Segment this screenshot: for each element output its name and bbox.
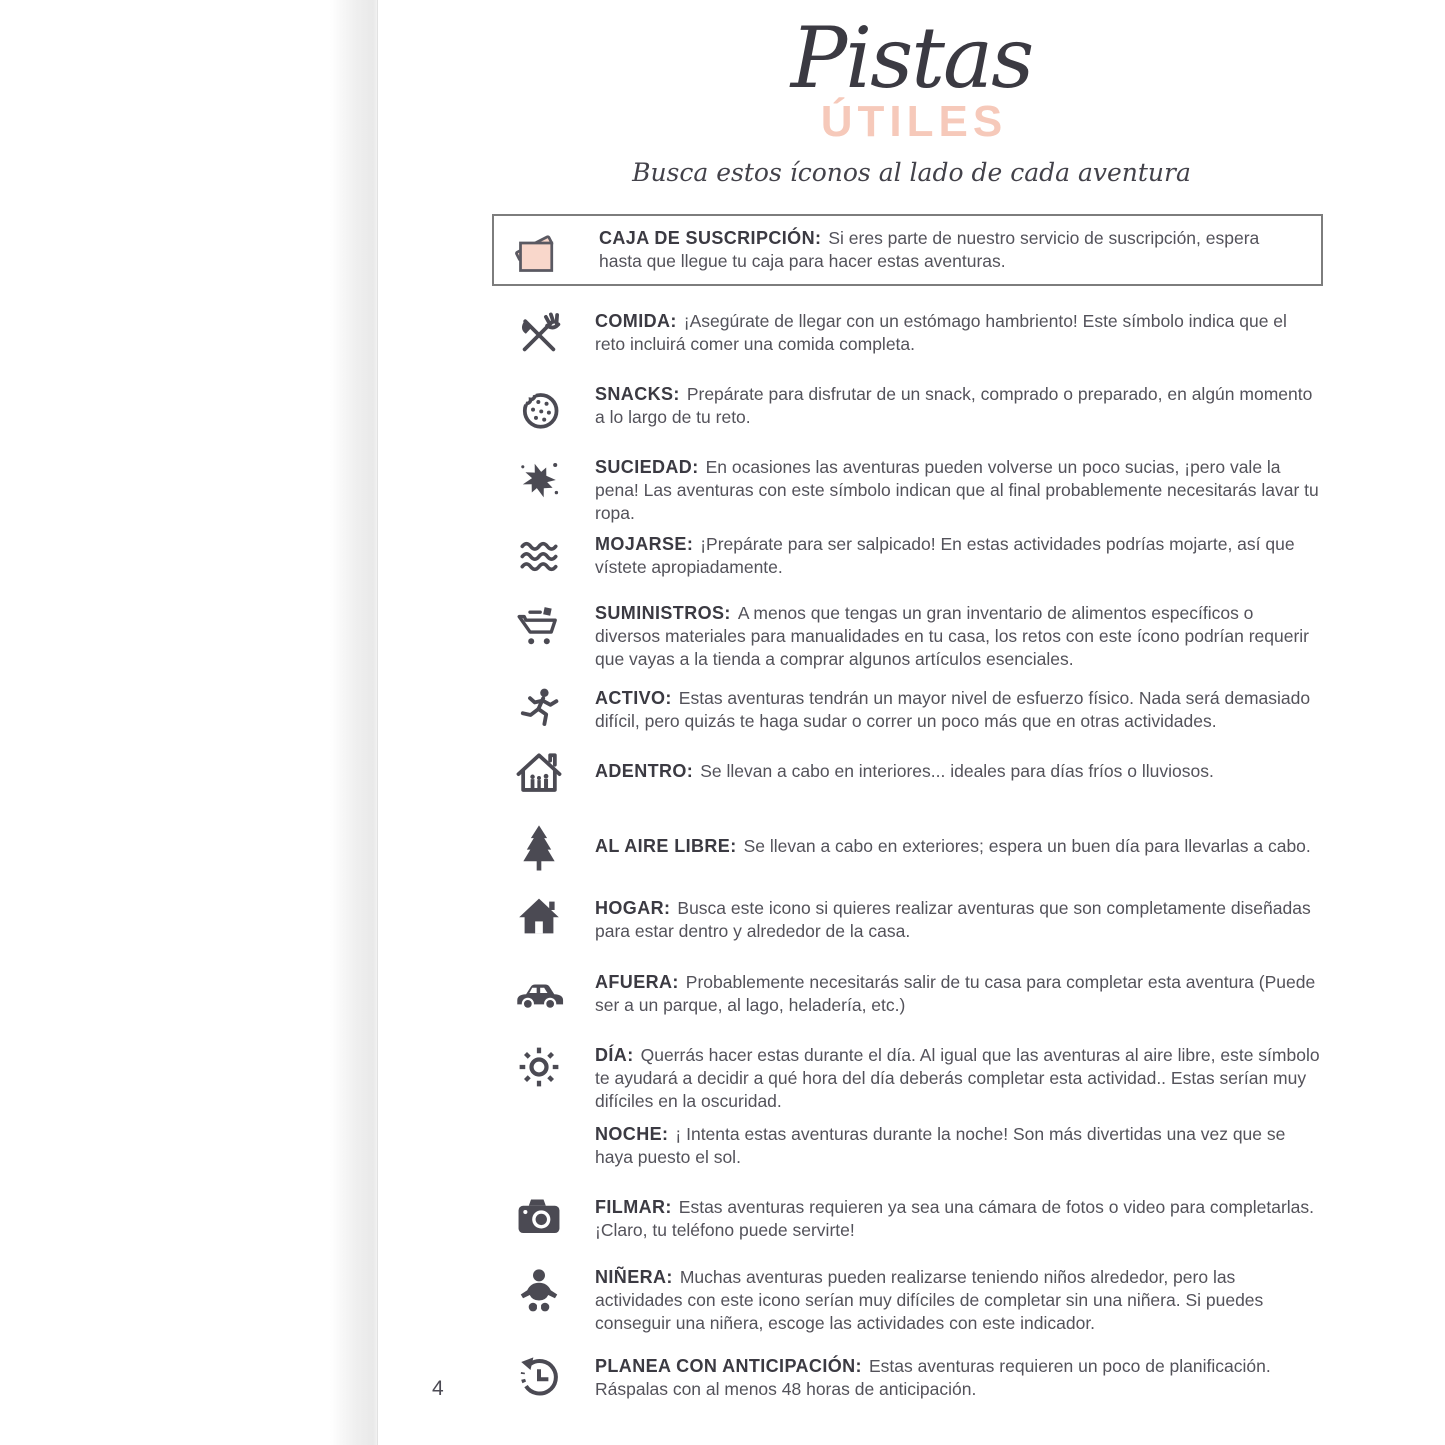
page-header (378, 0, 1445, 210)
item-label: MOJARSE: (595, 534, 694, 554)
legend-item-planea (500, 1355, 1328, 1403)
baby-icon (515, 1266, 563, 1314)
item-label: AL AIRE LIBRE: (595, 836, 737, 856)
item-desc: Muchas aventuras pueden realizarse teniendo niños alrededor, pero las actividades con este icono serían muy difíciles de completar sin una niñera. Si puedes conseguir una niñera, escoge las actividades con este indicador. (595, 1267, 1264, 1333)
cookie-icon (516, 385, 563, 432)
page-title-script: Pistas (790, 9, 1033, 107)
item-label: SUMINISTROS: (595, 603, 731, 623)
legend-item-dia (500, 1044, 1328, 1113)
waves-icon (516, 535, 562, 578)
item-desc: Estas aventuras tendrán un mayor nivel de esfuerzo físico. Nada será demasiado difícil, pero quizás te haga sudar o correr un poco más que en otras actividades. (595, 688, 1311, 731)
item-label: COMIDA: (595, 311, 677, 331)
legend-item-filmar (500, 1196, 1328, 1242)
item-desc: A menos que tengas un gran inventario de alimentos específicos o diversos materiales para manualidades en tu casa, los retos con este ícono podrían requerir que vayas a la tienda a comprar algunos artículos esenciales. (595, 603, 1310, 669)
item-desc: ¡ Intenta estas aventuras durante la noche! Son más divertidas una vez que se haya puesto el sol. (595, 1124, 1286, 1167)
house-icon (515, 893, 563, 939)
item-label: SNACKS: (595, 384, 680, 404)
page-edge-shadow (330, 0, 378, 1445)
house-people-icon (512, 750, 566, 797)
item-desc: En ocasiones las aventuras pueden volverse un poco sucias, ¡pero vale la pena! Las aventuras con este símbolo indican que al final probablemente necesitarás lavar tu ropa. (595, 457, 1319, 523)
item-desc: Prepárate para disfrutar de un snack, comprado o preparado, en algún momento a lo largo de tu reto. (595, 384, 1313, 427)
item-label: NOCHE: (595, 1124, 669, 1144)
legend-item-suministros (500, 602, 1328, 671)
item-desc: Querrás hacer estas durante el día. Al igual que las aventuras al aire libre, este símbolo te ayudará a decidir a qué hora del día deberás completar esta actividad.. Estas serían muy difíciles en la oscuridad. (595, 1045, 1320, 1111)
clock-icon (514, 1353, 564, 1403)
legend-item-comida (500, 310, 1328, 360)
item-desc: Se llevan a cabo en interiores... ideales para días fríos o lluviosos. (700, 761, 1214, 781)
legend-item-ninera (500, 1266, 1328, 1335)
item-label: AFUERA: (595, 972, 679, 992)
camera-icon (514, 1194, 564, 1238)
item-label: PLANEA CON ANTICIPACIÓN: (595, 1356, 862, 1376)
legend-item-activo (500, 687, 1328, 733)
page-number: 4 (432, 1377, 444, 1400)
item-label: NIÑERA: (595, 1267, 673, 1287)
page-subtitle: Busca estos íconos al lado de cada aventura (632, 158, 1191, 187)
legend-item-hogar (500, 897, 1328, 943)
pine-tree-icon (518, 823, 560, 874)
item-desc: ¡Prepárate para ser salpicado! En estas actividades podrías mojarte, así que vístete apropiadamente. (595, 534, 1295, 577)
item-label: FILMAR: (595, 1197, 672, 1217)
legend-item-snacks (500, 383, 1328, 432)
item-desc: Se llevan a cabo en exteriores; espera un buen día para llevarlas a cabo. (743, 836, 1311, 856)
item-label: HOGAR: (595, 898, 671, 918)
legend-item-noche (500, 1123, 1328, 1169)
item-desc: Si eres parte de nuestro servicio de suscripción, espera hasta que llegue tu caja para hacer estas aventuras. (599, 228, 1260, 271)
item-desc: Busca este icono si quieres realizar aventuras que son completamente diseñadas para estar dentro y alrededor de la casa. (595, 898, 1311, 941)
item-desc: Estas aventuras requieren un poco de planificación. Ráspalas con al menos 48 horas de anticipación. (595, 1356, 1271, 1399)
car-icon (512, 969, 566, 1014)
item-label: SUCIEDAD: (595, 457, 699, 477)
item-label: ACTIVO: (595, 688, 672, 708)
runner-icon (515, 685, 563, 733)
legend-item-mojarse (500, 533, 1328, 579)
item-desc: Probablemente necesitarás salir de tu casa para completar esta aventura (Puede ser a un parque, al lago, heladería, etc.) (595, 972, 1316, 1015)
item-desc: ¡Asegúrate de llegar con un estómago hambriento! Este símbolo indica que el reto incluirá comer una comida completa. (595, 311, 1287, 354)
item-desc: Estas aventuras requieren ya sea una cámara de fotos o video para completarlas. ¡Claro, tu teléfono puede servirte! (595, 1197, 1315, 1240)
legend-item-adentro (500, 760, 1328, 797)
legend-item-afuera (500, 971, 1328, 1017)
legend-item-al-aire-libre (500, 835, 1328, 874)
legend-item-suciedad (500, 456, 1328, 525)
shopping-cart-icon (515, 604, 563, 652)
page-title-accent: ÚTILES (820, 97, 1008, 146)
sun-icon (514, 1042, 564, 1092)
item-label: DÍA: (595, 1045, 634, 1065)
moon-icon (516, 1119, 562, 1165)
item-label: CAJA DE SUSCRIPCIÓN: (599, 228, 822, 248)
item-label: ADENTRO: (595, 761, 694, 781)
subscription-box-callout (492, 214, 1323, 286)
subscription-box-icon (509, 223, 567, 278)
fork-knife-icon (514, 310, 564, 360)
splat-icon (515, 456, 563, 504)
